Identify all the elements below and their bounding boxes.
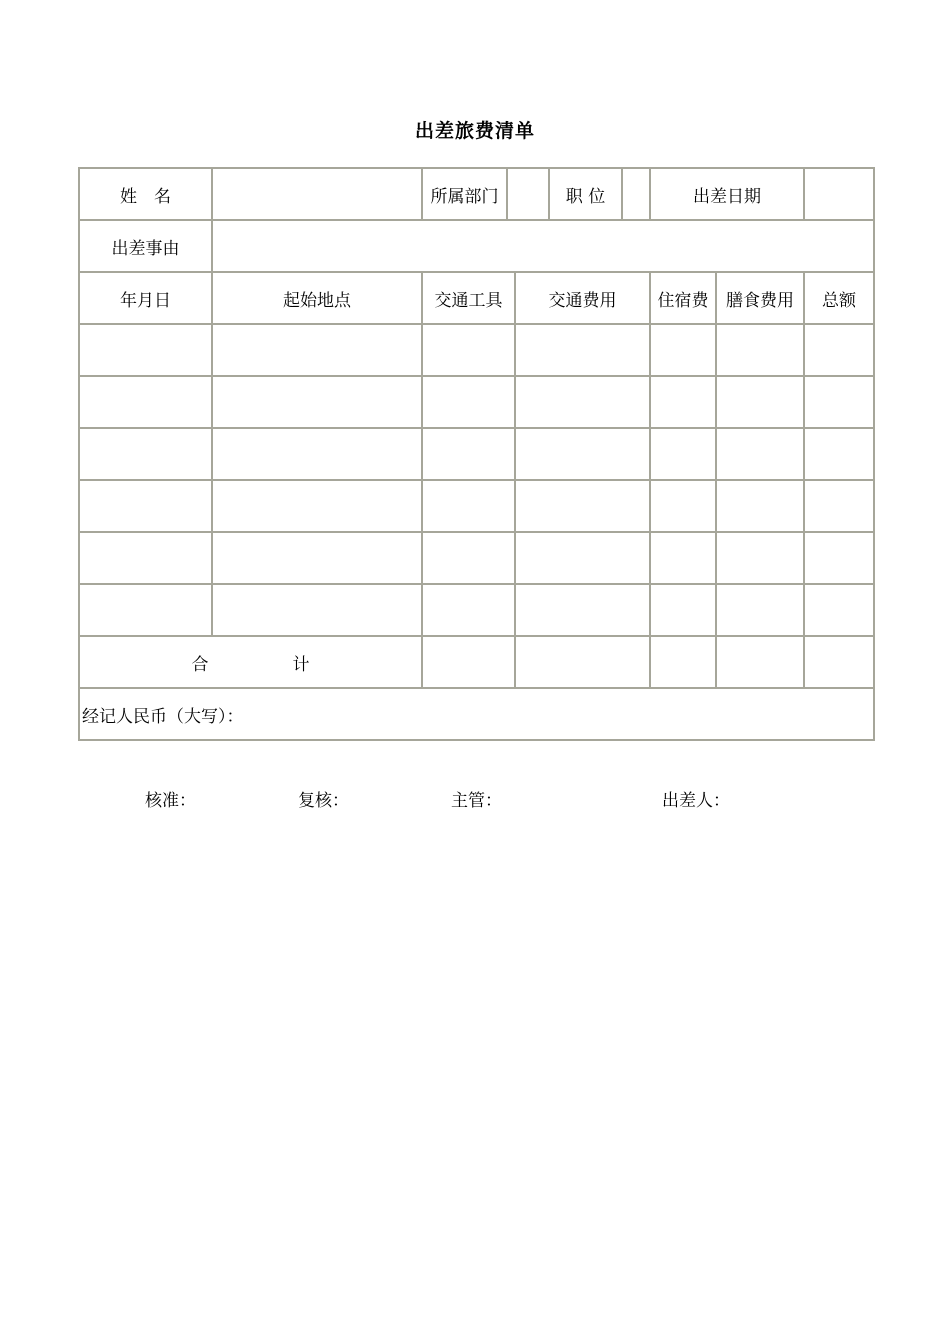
- name-field[interactable]: [212, 168, 422, 220]
- cell-transport-cost[interactable]: [515, 376, 650, 428]
- cell-date[interactable]: [79, 532, 212, 584]
- total-lodging[interactable]: [650, 636, 716, 688]
- table-row: [79, 480, 874, 532]
- name-label: 姓 名: [79, 168, 212, 220]
- cell-total[interactable]: [804, 532, 874, 584]
- total-transport-cost[interactable]: [515, 636, 650, 688]
- cell-route[interactable]: [212, 428, 422, 480]
- table-row: [79, 324, 874, 376]
- column-header-total: 总额: [804, 272, 874, 324]
- approve-signature-label: 核准：: [145, 791, 196, 811]
- cell-route[interactable]: [212, 480, 422, 532]
- cell-transport-cost[interactable]: [515, 532, 650, 584]
- cell-meals[interactable]: [716, 532, 804, 584]
- total-label: [79, 636, 422, 688]
- cell-date[interactable]: [79, 324, 212, 376]
- header-row: [79, 168, 874, 220]
- cell-transport[interactable]: [422, 324, 515, 376]
- cell-transport[interactable]: [422, 428, 515, 480]
- total-label-right: 计: [292, 654, 310, 675]
- cell-route[interactable]: [212, 376, 422, 428]
- cell-transport-cost[interactable]: [515, 480, 650, 532]
- cell-lodging[interactable]: [650, 480, 716, 532]
- cell-transport[interactable]: [422, 584, 515, 636]
- column-header-lodging: 住宿费: [650, 272, 716, 324]
- cell-transport[interactable]: [422, 480, 515, 532]
- cell-meals[interactable]: [716, 428, 804, 480]
- cell-total[interactable]: [804, 584, 874, 636]
- cell-route[interactable]: [212, 324, 422, 376]
- cell-total[interactable]: [804, 480, 874, 532]
- cell-total[interactable]: [804, 428, 874, 480]
- cell-date[interactable]: [79, 584, 212, 636]
- cell-transport-cost[interactable]: [515, 428, 650, 480]
- cell-route[interactable]: [212, 532, 422, 584]
- position-label: 职 位: [549, 168, 622, 220]
- department-label: 所属部门: [422, 168, 507, 220]
- table-row: [79, 376, 874, 428]
- cell-total[interactable]: [804, 324, 874, 376]
- column-header-meals: 膳食费用: [716, 272, 804, 324]
- cell-meals[interactable]: [716, 480, 804, 532]
- cell-meals[interactable]: [716, 584, 804, 636]
- cell-route[interactable]: [212, 584, 422, 636]
- cell-transport-cost[interactable]: [515, 584, 650, 636]
- supervisor-signature-label: 主管：: [451, 791, 502, 811]
- cell-lodging[interactable]: [650, 324, 716, 376]
- traveler-signature-label: 出差人：: [662, 791, 730, 811]
- travel-date-field[interactable]: [804, 168, 874, 220]
- cell-date[interactable]: [79, 480, 212, 532]
- total-label-left: 合: [191, 654, 209, 675]
- total-transport[interactable]: [422, 636, 515, 688]
- column-header-row: [79, 272, 874, 324]
- cell-transport[interactable]: [422, 376, 515, 428]
- table-row: [79, 428, 874, 480]
- cell-meals[interactable]: [716, 324, 804, 376]
- total-row: [79, 636, 874, 688]
- review-signature-label: 复核：: [298, 791, 349, 811]
- document-title: 出差旅费清单: [414, 120, 535, 142]
- column-header-transport-cost: 交通费用: [515, 272, 650, 324]
- table-row: [79, 584, 874, 636]
- cell-date[interactable]: [79, 428, 212, 480]
- cell-lodging[interactable]: [650, 584, 716, 636]
- cell-lodging[interactable]: [650, 428, 716, 480]
- expense-form-table: [78, 167, 875, 741]
- column-header-transport: 交通工具: [422, 272, 515, 324]
- cell-lodging[interactable]: [650, 376, 716, 428]
- column-header-route: 起始地点: [212, 272, 422, 324]
- column-header-date: 年月日: [79, 272, 212, 324]
- reason-row: [79, 220, 874, 272]
- position-field[interactable]: [622, 168, 650, 220]
- cell-total[interactable]: [804, 376, 874, 428]
- cell-transport[interactable]: [422, 532, 515, 584]
- cell-date[interactable]: [79, 376, 212, 428]
- reason-label: 出差事由: [79, 220, 212, 272]
- table-row: [79, 532, 874, 584]
- amount-in-words-row: [79, 688, 874, 740]
- total-meals[interactable]: [716, 636, 804, 688]
- amount-in-words-label[interactable]: 经记人民币（大写）：: [79, 688, 874, 740]
- reason-field[interactable]: [212, 220, 874, 272]
- department-field[interactable]: [507, 168, 549, 220]
- signature-line: [0, 786, 950, 810]
- cell-lodging[interactable]: [650, 532, 716, 584]
- cell-meals[interactable]: [716, 376, 804, 428]
- cell-transport-cost[interactable]: [515, 324, 650, 376]
- travel-date-label: 出差日期: [650, 168, 804, 220]
- total-sum[interactable]: [804, 636, 874, 688]
